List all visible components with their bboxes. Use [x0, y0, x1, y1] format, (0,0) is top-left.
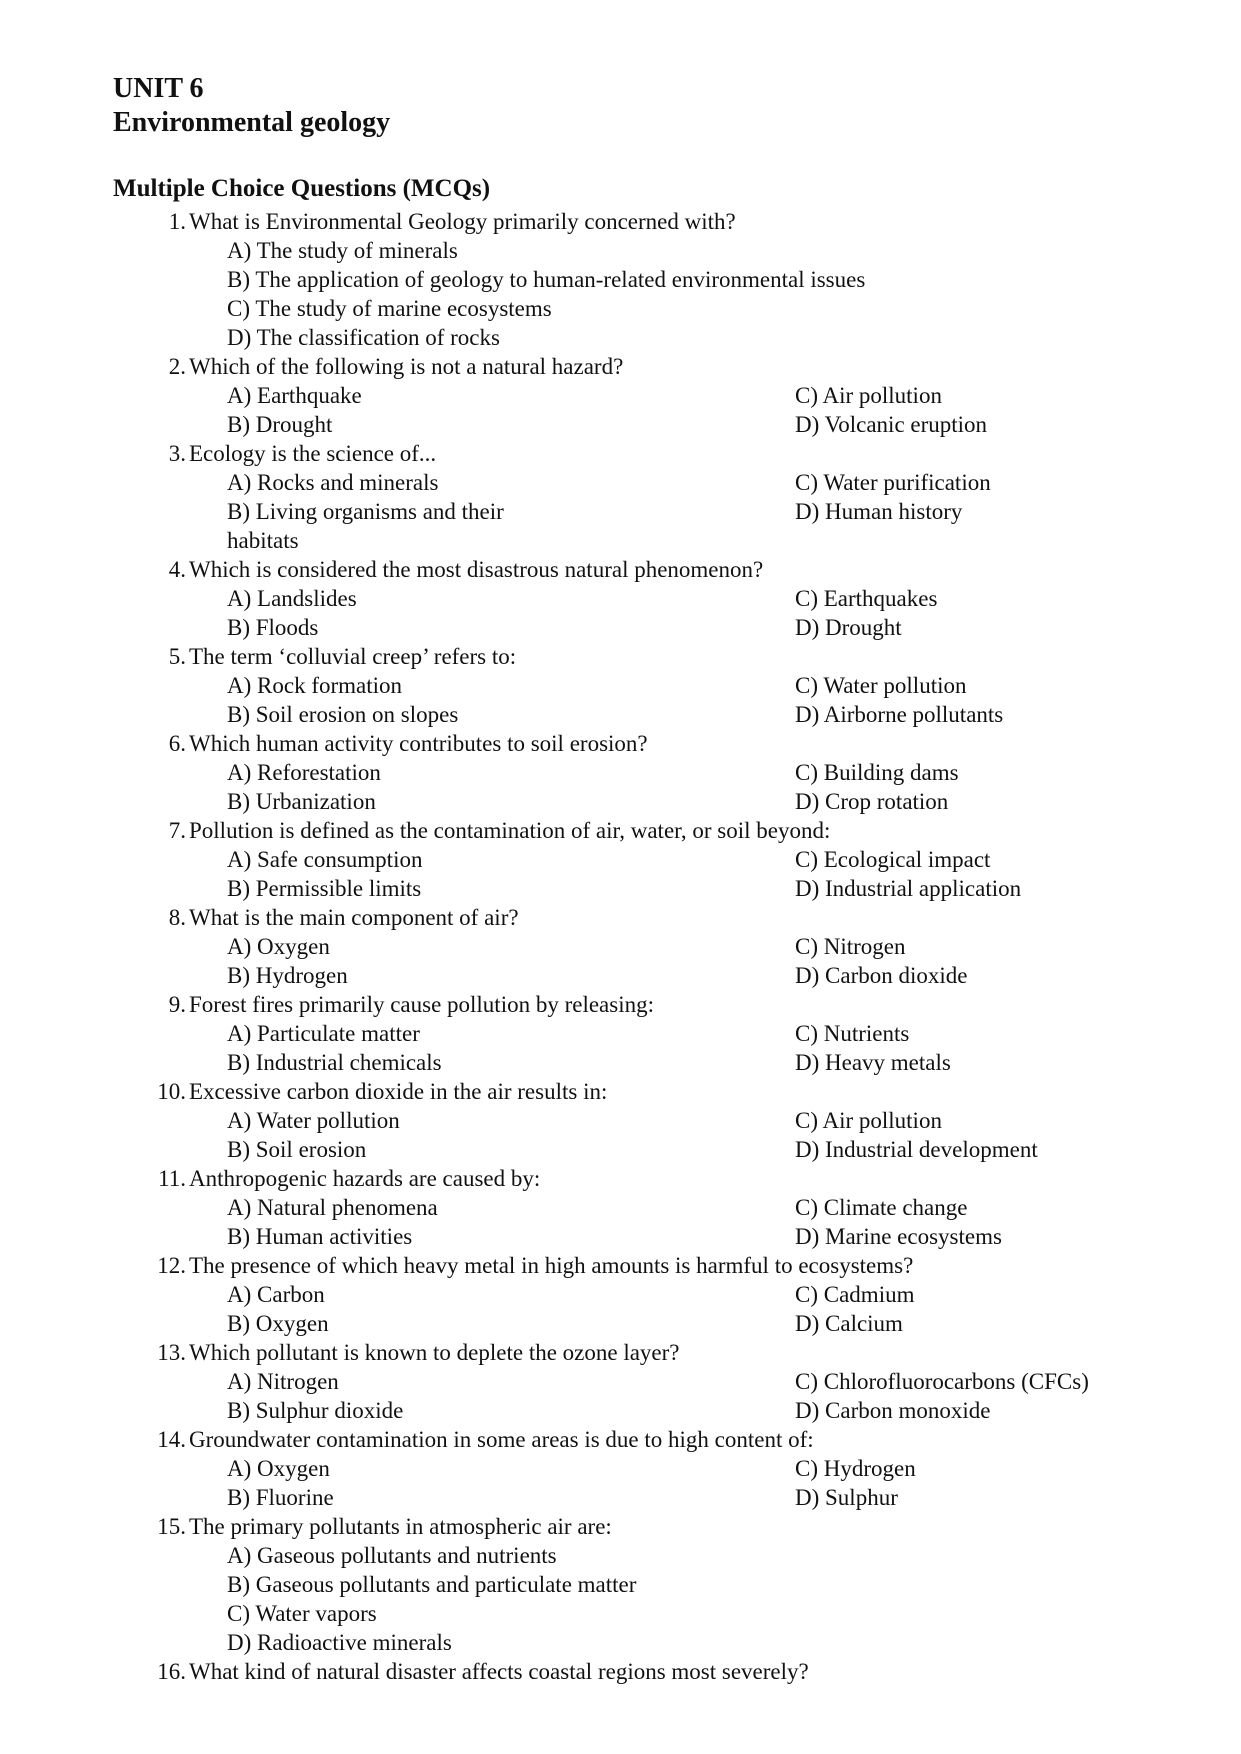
answer-option: C) Cadmium: [795, 1282, 915, 1307]
question-list: [0, 207, 1241, 1686]
option-row: [0, 1106, 1241, 1135]
question-10: [0, 1077, 1241, 1106]
answer-option: D) Industrial development: [795, 1137, 1038, 1162]
question-8: [0, 903, 1241, 932]
answer-option: D) Industrial application: [795, 876, 1022, 901]
answer-option: B) Gaseous pollutants and particulate matter: [227, 1572, 637, 1597]
question-number: 3.: [168, 441, 186, 466]
answer-option: C) Chlorofluorocarbons (CFCs): [795, 1369, 1089, 1394]
question-number: 6.: [168, 731, 186, 756]
answer-option: B) Soil erosion on slopes: [227, 702, 459, 727]
question-number: 5.: [168, 644, 186, 669]
option-row: [0, 1309, 1241, 1338]
answer-option: D) Drought: [795, 615, 902, 640]
option-row: [0, 1628, 1241, 1657]
question-text: Which human activity contributes to soil erosion?: [189, 731, 648, 756]
option-row: [0, 265, 1241, 294]
answer-option: D) Sulphur: [795, 1485, 898, 1510]
question-number: 11.: [158, 1166, 186, 1191]
answer-option: D) Calcium: [795, 1311, 903, 1336]
option-row: [0, 381, 1241, 410]
answer-option: B) Drought: [227, 412, 333, 437]
question-text: Which of the following is not a natural hazard?: [189, 354, 624, 379]
answer-option: C) Earthquakes: [795, 586, 938, 611]
option-row: [0, 1570, 1241, 1599]
question-text: Which pollutant is known to deplete the ozone layer?: [189, 1340, 680, 1365]
question-14: [0, 1425, 1241, 1454]
answer-option: A) Rock formation: [227, 673, 403, 698]
answer-option: B) Human activities: [227, 1224, 413, 1249]
answer-option: A) Landslides: [227, 586, 357, 611]
answer-option: A) Oxygen: [227, 1456, 330, 1481]
question-12: [0, 1251, 1241, 1280]
answer-option: A) Carbon: [227, 1282, 325, 1307]
answer-option: B) Soil erosion: [227, 1137, 367, 1162]
answer-option: D) The classification of rocks: [227, 325, 500, 350]
option-row: [0, 323, 1241, 352]
answer-option: B) Oxygen: [227, 1311, 329, 1336]
question-9: [0, 990, 1241, 1019]
answer-option: C) Water pollution: [795, 673, 967, 698]
question-number: 10.: [157, 1079, 186, 1104]
option-row: [0, 1483, 1241, 1512]
question-6: [0, 729, 1241, 758]
question-number: 2.: [168, 354, 186, 379]
option-row: [0, 874, 1241, 903]
option-row: [0, 1193, 1241, 1222]
option-row: [0, 1367, 1241, 1396]
option-row: [0, 1019, 1241, 1048]
option-row: [0, 236, 1241, 265]
answer-option: B) Floods: [227, 615, 319, 640]
question-number: 14.: [157, 1427, 186, 1452]
option-row: [0, 932, 1241, 961]
question-15: [0, 1512, 1241, 1541]
option-row: [0, 1280, 1241, 1309]
question-text: Which is considered the most disastrous natural phenomenon?: [189, 557, 764, 582]
answer-option: D) Volcanic eruption: [795, 412, 988, 437]
question-4: [0, 555, 1241, 584]
answer-option: C) Nitrogen: [795, 934, 906, 959]
answer-option: B) Industrial chemicals: [227, 1050, 442, 1075]
question-number: 7.: [168, 818, 186, 843]
question-16: [0, 1657, 1241, 1686]
question-2: [0, 352, 1241, 381]
answer-option: C) Ecological impact: [795, 847, 991, 872]
question-11: [0, 1164, 1241, 1193]
answer-option: B) Permissible limits: [227, 876, 422, 901]
question-5: [0, 642, 1241, 671]
option-row: [0, 1454, 1241, 1483]
answer-option: A) The study of minerals: [227, 238, 458, 263]
option-row: [0, 758, 1241, 787]
question-1: [0, 207, 1241, 236]
answer-option: B) Fluorine: [227, 1485, 334, 1510]
option-row: [0, 1135, 1241, 1164]
question-text: Excessive carbon dioxide in the air results in:: [189, 1079, 608, 1104]
question-text: Pollution is defined as the contamination of air, water, or soil beyond:: [189, 818, 831, 843]
question-13: [0, 1338, 1241, 1367]
answer-option: C) Hydrogen: [795, 1456, 916, 1481]
answer-option: A) Gaseous pollutants and nutrients: [227, 1543, 557, 1568]
option-continuation: habitats: [227, 528, 299, 553]
option-row: [0, 1599, 1241, 1628]
question-number: 13.: [157, 1340, 186, 1365]
unit-subtitle: Environmental geology: [113, 107, 391, 138]
answer-option: D) Human history: [795, 499, 963, 524]
question-text: The presence of which heavy metal in high amounts is harmful to ecosystems?: [189, 1253, 914, 1278]
question-text: The term ‘colluvial creep’ refers to:: [189, 644, 517, 669]
question-text: What is the main component of air?: [189, 905, 519, 930]
answer-option: C) Building dams: [795, 760, 959, 785]
answer-option: D) Crop rotation: [795, 789, 949, 814]
answer-option: A) Particulate matter: [227, 1021, 420, 1046]
option-row: [0, 1048, 1241, 1077]
answer-option: A) Rocks and minerals: [227, 470, 439, 495]
option-row: [0, 584, 1241, 613]
answer-option: D) Heavy metals: [795, 1050, 951, 1075]
option-row: [0, 1541, 1241, 1570]
answer-option: D) Radioactive minerals: [227, 1630, 452, 1655]
question-text: Anthropogenic hazards are caused by:: [189, 1166, 541, 1191]
answer-option: D) Marine ecosystems: [795, 1224, 1002, 1249]
answer-option: A) Water pollution: [227, 1108, 400, 1133]
option-row: [0, 1222, 1241, 1251]
question-text: The primary pollutants in atmospheric air are:: [189, 1514, 612, 1539]
answer-option: B) Hydrogen: [227, 963, 348, 988]
option-row: [0, 961, 1241, 990]
answer-option: A) Oxygen: [227, 934, 330, 959]
answer-option: B) Living organisms and their: [227, 499, 504, 524]
option-row: [0, 845, 1241, 874]
answer-option: C) Climate change: [795, 1195, 968, 1220]
option-row: [0, 1396, 1241, 1425]
question-number: 1.: [168, 209, 186, 234]
question-number: 8.: [168, 905, 186, 930]
question-text: What kind of natural disaster affects coastal regions most severely?: [189, 1659, 809, 1684]
answer-option: A) Earthquake: [227, 383, 362, 408]
answer-option: A) Nitrogen: [227, 1369, 339, 1394]
question-number: 9.: [168, 992, 186, 1017]
answer-option: C) Water purification: [795, 470, 991, 495]
answer-option: C) The study of marine ecosystems: [227, 296, 552, 321]
option-row: [0, 468, 1241, 497]
option-row: [0, 700, 1241, 729]
answer-option: C) Air pollution: [795, 1108, 942, 1133]
option-row: [0, 294, 1241, 323]
answer-option: A) Safe consumption: [227, 847, 423, 872]
option-row: [0, 613, 1241, 642]
answer-option: C) Water vapors: [227, 1601, 377, 1626]
option-row: [0, 497, 1241, 526]
answer-option: D) Carbon monoxide: [795, 1398, 991, 1423]
question-text: What is Environmental Geology primarily concerned with?: [189, 209, 736, 234]
question-7: [0, 816, 1241, 845]
answer-option: C) Air pollution: [795, 383, 942, 408]
answer-option: D) Carbon dioxide: [795, 963, 968, 988]
question-number: 16.: [157, 1659, 186, 1684]
option-row: [0, 410, 1241, 439]
option-continuation-row: [0, 526, 1241, 555]
question-number: 15.: [157, 1514, 186, 1539]
answer-option: B) The application of geology to human-related environmental issues: [227, 267, 866, 292]
answer-option: C) Nutrients: [795, 1021, 910, 1046]
answer-option: D) Airborne pollutants: [795, 702, 1004, 727]
question-text: Groundwater contamination in some areas is due to high content of:: [189, 1427, 814, 1452]
answer-option: A) Reforestation: [227, 760, 381, 785]
unit-title: UNIT 6: [113, 73, 204, 104]
question-text: Ecology is the science of...: [189, 441, 437, 466]
section-heading: Multiple Choice Questions (MCQs): [113, 175, 491, 202]
option-row: [0, 671, 1241, 700]
answer-option: A) Natural phenomena: [227, 1195, 438, 1220]
answer-option: B) Urbanization: [227, 789, 376, 814]
question-text: Forest fires primarily cause pollution by releasing:: [189, 992, 654, 1017]
question-number: 12.: [157, 1253, 186, 1278]
question-number: 4.: [168, 557, 186, 582]
option-row: [0, 787, 1241, 816]
answer-option: B) Sulphur dioxide: [227, 1398, 404, 1423]
question-3: [0, 439, 1241, 468]
